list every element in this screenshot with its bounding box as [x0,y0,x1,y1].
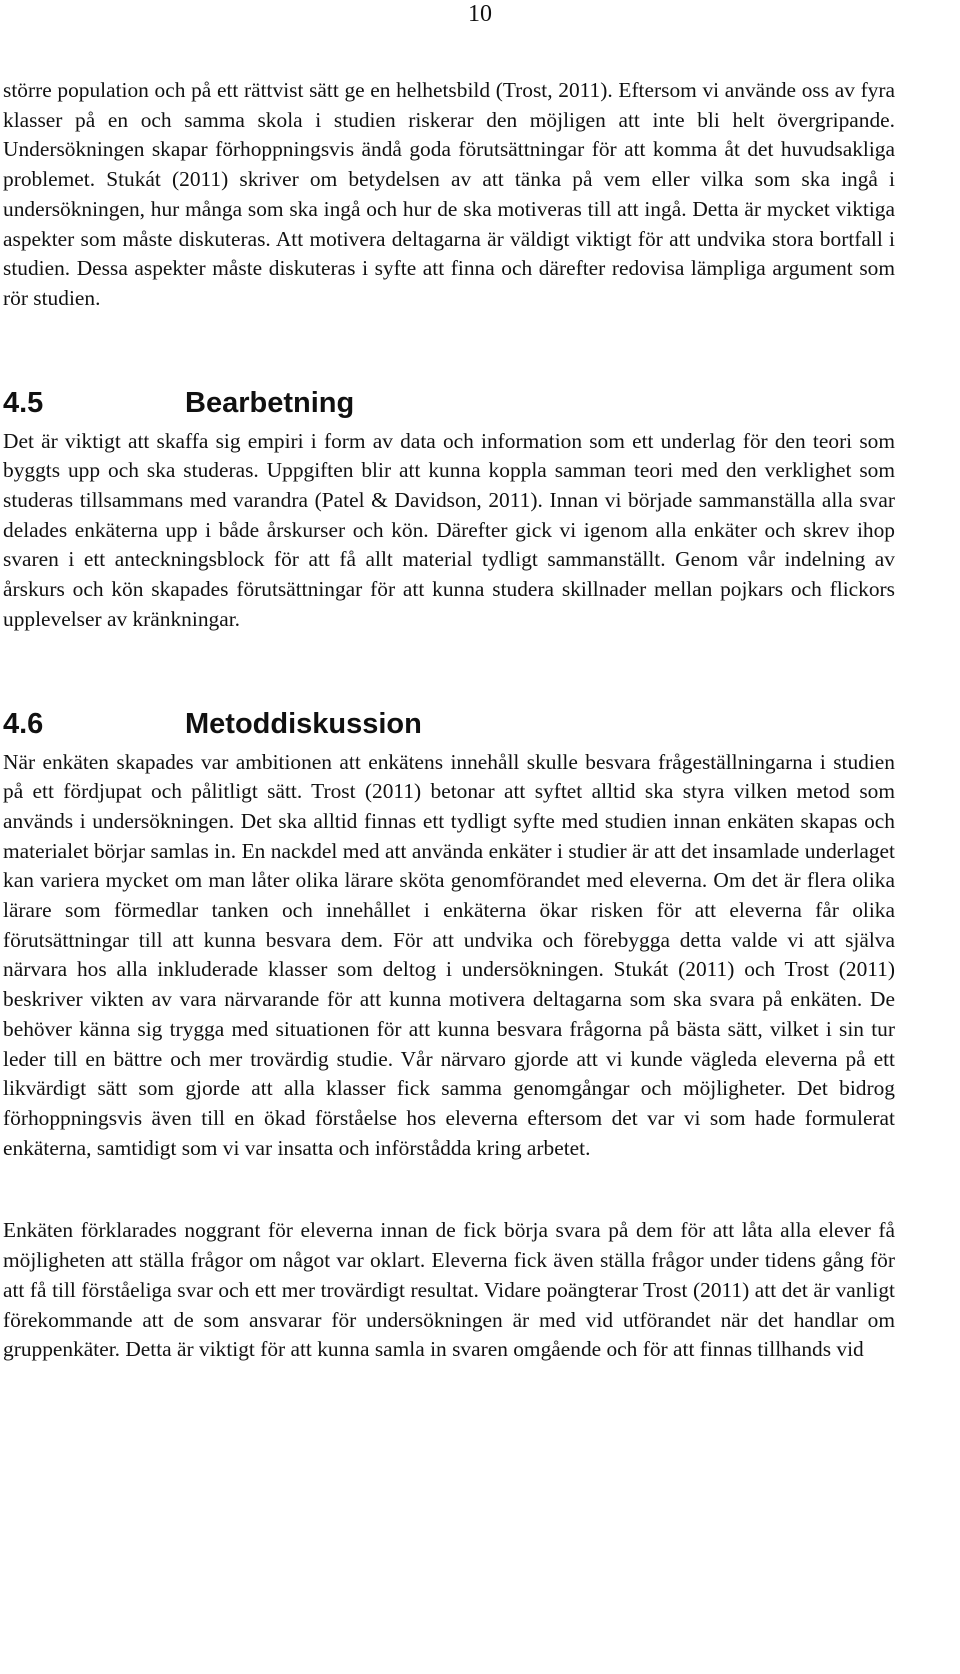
paragraph-intro: större population och på ett rättvist sätt ge en helhetsbild (Trost, 2011). Eftersom vi använde oss av fyra klasser på en och samma skola i studien riskerar den möjligen att inte bli helt övergripande. Undersökningen skapar förhoppningsvis ändå goda förutsättningar för att komma åt det huvudsakliga problemet. Stukát (2011) skriver om betydelsen av att tänka på vem eller vilka som ska ingå i undersökningen, hur många som ska ingå och hur de ska motiveras till att ingå. Detta är mycket viktiga aspekter som måste diskuteras. Att motivera deltagarna är väldigt viktigt för att undvika stora bortfall i studien. Dessa aspekter måste diskuteras i syfte att finna och därefter redovisa lämpliga argument som rör studien. [3,78,895,310]
paragraph-metoddiskussion-1: När enkäten skapades var ambitionen att enkätens innehåll skulle besvara frågeställningarna i studien på ett fördjupat och pålitligt sätt. Trost (2011) betonar att syftet alltid ska styra vilken metod som används i undersökningen. Det ska alltid finnas ett tydligt syfte med studien innan enkäten skapas och materialet börjar samlas in. En nackdel med att använda enkäter i studier är att det insamlade underlaget kan variera mycket om man låter olika lärare sköta genomförandet med eleverna. Om det är flera olika lärare som förmedlar tanken och innehållet i enkäterna ökar risken för att eleverna får olika förutsättningar till att kunna besvara dem. För att undvika och förebygga detta valde vi att själva närvara hos alla inkluderade klasser som deltog i undersökningen. Stukát (2011) och Trost (2011) beskriver vikten av vara närvarande för att kunna motivera deltagarna som ska svara på enkäten. De behöver känna sig trygga med situationen för att kunna besvara frågorna på bästa sätt, vilket i sin tur leder till en bättre och mer trovärdig studie. Vår närvaro gjorde att vi kunde vägleda eleverna på ett likvärdigt sätt som gjorde att alla klasser fick samma genomgångar och möjligheter. Det bidrog förhoppningsvis även till en ökad förståelse hos eleverna eftersom det var vi som hade formulerat enkäterna, samtidigt som vi var insatta och införstådda kring arbetet. [3,749,895,1160]
section-number: 4.6 [3,707,44,740]
paragraph-bearbetning: Det är viktigt att skaffa sig empiri i form av data och information som ett underlag för den teori som byggts upp och ska studeras. Uppgiften blir att kunna koppla samman teori med den verklighet som studeras tillsammans med varandra (Patel & Davidson, 2011). Innan vi började sammanställa alla svar delades enkäterna upp i både årskurser och kön. Därefter gick vi igenom alla enkäter och skrev ihop svaren i ett anteckningsblock för att få allt material tydligt sammanställt. Genom vår indelning av årskurs och kön skapades förutsättningar för att kunna studera skillnader mellan pojkars och flickors upplevelser av kränkningar. [3,428,895,631]
paragraph-metoddiskussion-2: Enkäten förklarades noggrant för eleverna innan de fick börja svara på dem för att låta alla elever få möjligheten att ställa frågor om något var oklart. Eleverna fick även ställa frågor under tidens gång för att få till förståeliga svar och ett mer trovärdigt resultat. Vidare poängterar Trost (2011) att det är vanligt förekommande att de som ansvarar för undersökningen är med vid utförandet när det handlar om gruppenkäter. Detta är viktigt för att kunna samla in svaren omgående och för att finnas tillhands vid [3,1218,895,1362]
section-title: Metoddiskussion [185,707,422,740]
section-number: 4.5 [3,386,44,419]
section-heading-metoddiskussion [3,707,895,741]
page-number: 10 [468,1,492,27]
section-title: Bearbetning [185,386,355,419]
section-heading-bearbetning [3,386,895,420]
document-body [3,76,895,1365]
